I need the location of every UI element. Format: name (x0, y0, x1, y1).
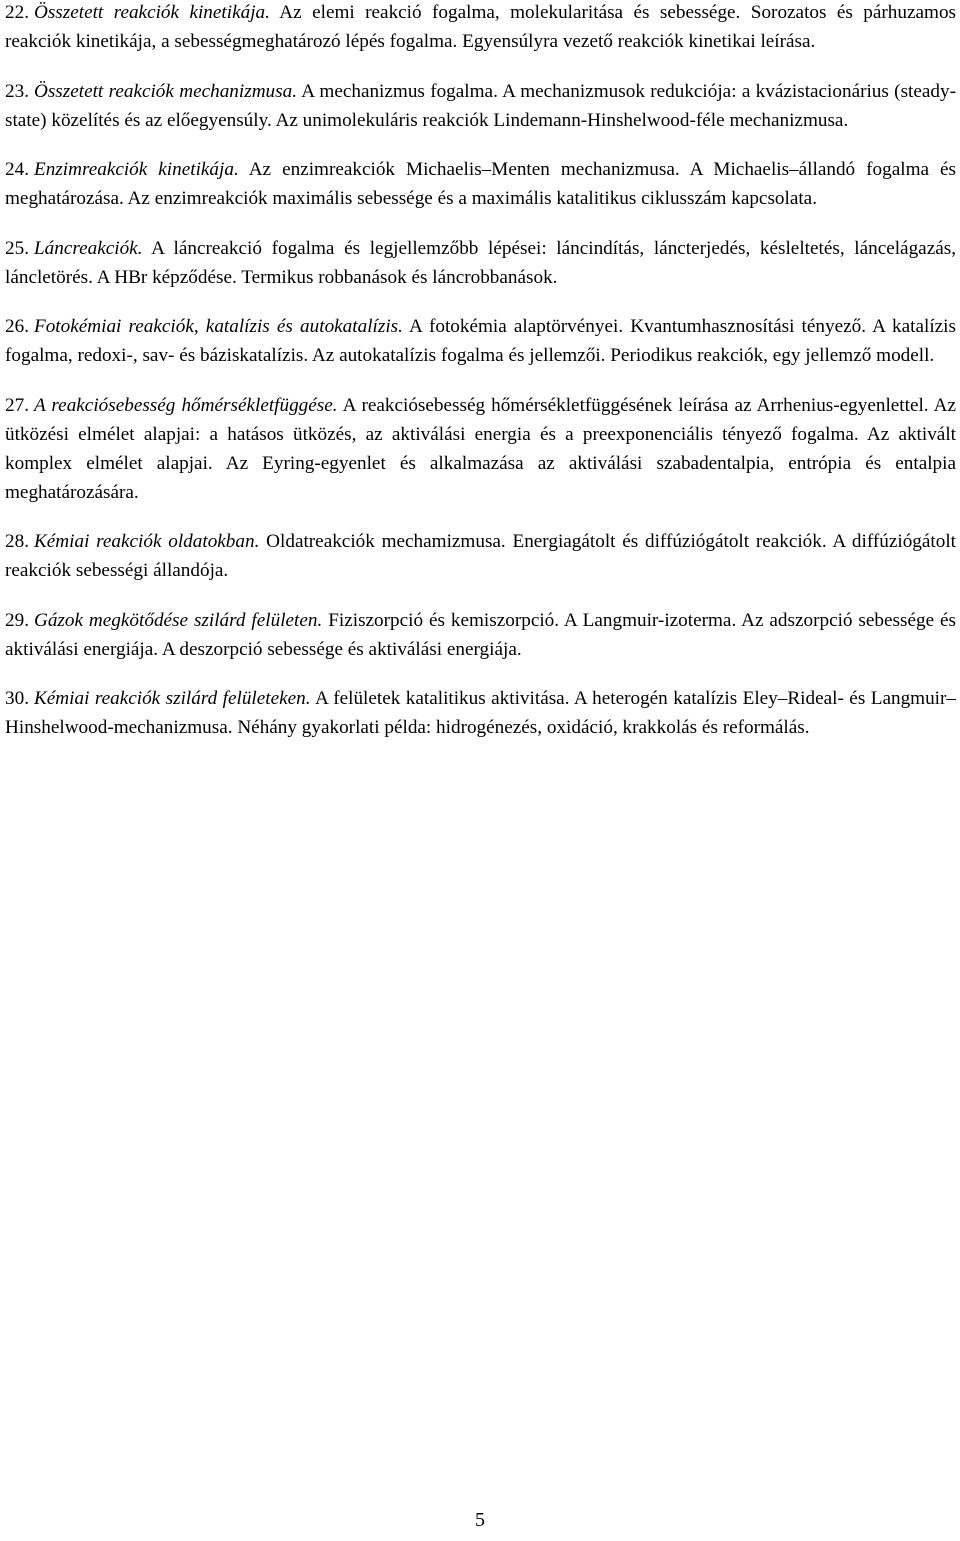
topic-body: A reakciósebesség hőmérsékletfüggésének leírása az Arrhenius-egyenlettel. Az ütközési elmélet alapjai: a hatásos ütközés, az aktiválási energia és a preexponenciális tényező fogalma. Az aktivált komplex elmélet alapjai. Az Eyring-egyenlet és alkalmazása az aktiválási szabadentalpia, entrópia és entalpia meghatározására. (5, 394, 956, 503)
topic-body: Az elemi reakció fogalma, molekularitása és sebessége. Sorozatos és párhuzamos reakciók kinetikája, a sebességmeghatározó lépés fogalma. Egyensúlyra vezető reakciók kinetikai leírása. (5, 2, 956, 52)
topic-title: Összetett reakciók mechanizmusa. (33, 80, 298, 102)
topic-number: 25. (5, 237, 29, 259)
topic-number: 28. (5, 531, 29, 552)
topic-body: A fotokémia alaptörvényei. Kvantumhasznosítási tényező. A katalízis fogalma, redoxi-, sav- és báziskatalízis. Az autokatalízis fogalma és jellemzői. Periodikus reakciók, egy jellemző modell. (5, 316, 956, 366)
topic-24 (5, 155, 956, 213)
topic-title: Gázok megkötődése szilárd felületen. (33, 609, 323, 631)
document-page (5, 0, 956, 763)
topic-number: 24. (5, 159, 29, 180)
topic-title: Fotokémiai reakciók, katalízis és autokatalízis. (33, 316, 403, 337)
topic-number: 22. (5, 2, 29, 23)
topic-title: Láncreakciók. (33, 237, 143, 259)
topic-body: A mechanizmus fogalma. A mechanizmusok redukciója: a kvázistacionárius (steady-state) közelítés és az előegyensúly. Az unimolekuláris reakciók Lindemann-Hinshelwood-féle mechanizmusa. (5, 80, 956, 131)
page-number: 5 (475, 1509, 485, 1531)
topic-body: A láncreakció fogalma és legjellemzőbb lépései: láncindítás, láncterjedés, késleltetés, láncelágazás, láncletörés. A HBr képződése. Termikus robbanások és láncrobbanások. (5, 237, 956, 288)
topic-26 (5, 312, 956, 370)
topic-title: Kémiai reakciók szilárd felületeken. (33, 688, 311, 709)
topic-body: Az enzimreakciók Michaelis–Menten mechanizmusa. A Michaelis–állandó fogalma és meghatározása. Az enzimreakciók maximális sebessége és a maximális katalitikus ciklusszám kapcsolata. (5, 159, 956, 209)
topic-number: 26. (5, 316, 29, 337)
topic-number: 29. (5, 609, 29, 631)
topic-30 (5, 684, 956, 742)
topic-body: Fiziszorpció és kemiszorpció. A Langmuir-izoterma. Az adszorpció sebessége és aktiválási energiája. A deszorpció sebessége és aktiválási energiája. (5, 609, 956, 660)
topic-28 (5, 527, 956, 585)
topic-body: A felületek katalitikus aktivitása. A heterogén katalízis Eley–Rideal- és Langmuir–Hinshelwood-mechanizmusa. Néhány gyakorlati példa: hidrogénezés, oxidáció, krakkolás és reformálás. (5, 688, 956, 738)
topic-title: Összetett reakciók kinetikája. (33, 2, 270, 23)
topic-title: Kémiai reakciók oldatokban. (33, 531, 260, 552)
topic-27 (5, 391, 956, 507)
topic-22 (5, 0, 956, 56)
topic-title: A reakciósebesség hőmérsékletfüggése. (33, 394, 338, 416)
topic-29 (5, 606, 956, 664)
topic-body: Oldatreakciók mechamizmusa. Energiagátolt és diffúziógátolt reakciók. A diffúziógátolt reakciók sebességi állandója. (5, 531, 957, 581)
topic-number: 23. (5, 80, 29, 102)
topic-number: 27. (5, 394, 29, 416)
topic-25 (5, 234, 956, 292)
topic-number: 30. (5, 688, 29, 709)
topic-23 (5, 77, 956, 135)
topic-title: Enzimreakciók kinetikája. (33, 159, 239, 180)
